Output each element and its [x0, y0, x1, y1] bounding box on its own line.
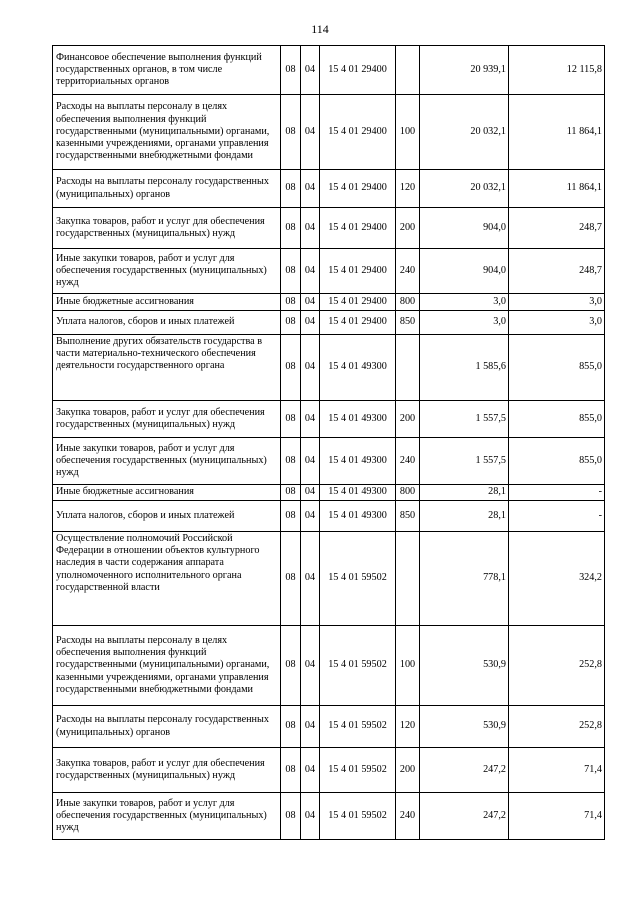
- row-name: Иные закупки товаров, работ и услуг для обеспечения государственных (муниципальных) нужд: [53, 438, 281, 485]
- table-row: [53, 706, 605, 748]
- row-section: 08: [281, 626, 301, 706]
- row-subsection: 04: [301, 793, 320, 840]
- row-expense-type: 240: [396, 438, 420, 485]
- row-subsection: 04: [301, 335, 320, 401]
- row-section: 08: [281, 438, 301, 485]
- row-amount-2: 855,0: [509, 335, 605, 401]
- row-amount-2: 71,4: [509, 748, 605, 793]
- row-name: Закупка товаров, работ и услуг для обеспечения государственных (муниципальных) нужд: [53, 208, 281, 249]
- row-subsection: 04: [301, 294, 320, 311]
- row-amount-2: 252,8: [509, 626, 605, 706]
- row-subsection: 04: [301, 311, 320, 335]
- row-subsection: 04: [301, 485, 320, 501]
- table-row: [53, 95, 605, 170]
- row-expense-type: [396, 335, 420, 401]
- row-amount-2: 3,0: [509, 311, 605, 335]
- row-amount-1: 20 032,1: [420, 95, 509, 170]
- row-target-article: 15 4 01 29400: [320, 170, 396, 208]
- table-row: [53, 294, 605, 311]
- row-expense-type: 100: [396, 95, 420, 170]
- row-amount-2: 12 115,8: [509, 46, 605, 95]
- row-subsection: 04: [301, 626, 320, 706]
- row-amount-2: -: [509, 485, 605, 501]
- row-expense-type: 200: [396, 748, 420, 793]
- row-target-article: 15 4 01 29400: [320, 208, 396, 249]
- row-name: Иные бюджетные ассигнования: [53, 485, 281, 501]
- row-target-article: 15 4 01 29400: [320, 249, 396, 294]
- table-row: [53, 485, 605, 501]
- row-section: 08: [281, 311, 301, 335]
- table-row: [53, 401, 605, 438]
- row-amount-1: 1 585,6: [420, 335, 509, 401]
- row-expense-type: 800: [396, 485, 420, 501]
- row-name: Иные закупки товаров, работ и услуг для обеспечения государственных (муниципальных) нужд: [53, 249, 281, 294]
- table-row: [53, 335, 605, 401]
- row-section: 08: [281, 532, 301, 626]
- row-target-article: 15 4 01 29400: [320, 294, 396, 311]
- row-target-article: 15 4 01 49300: [320, 501, 396, 532]
- row-amount-1: 28,1: [420, 501, 509, 532]
- row-target-article: 15 4 01 59502: [320, 748, 396, 793]
- row-section: 08: [281, 748, 301, 793]
- row-amount-2: 252,8: [509, 706, 605, 748]
- row-name: Закупка товаров, работ и услуг для обеспечения государственных (муниципальных) нужд: [53, 748, 281, 793]
- table-row: [53, 249, 605, 294]
- row-section: 08: [281, 95, 301, 170]
- row-amount-2: 11 864,1: [509, 95, 605, 170]
- row-name: Уплата налогов, сборов и иных платежей: [53, 501, 281, 532]
- row-section: 08: [281, 485, 301, 501]
- row-name: Расходы на выплаты персоналу государственных (муниципальных) органов: [53, 170, 281, 208]
- row-subsection: 04: [301, 501, 320, 532]
- row-section: 08: [281, 170, 301, 208]
- row-subsection: 04: [301, 46, 320, 95]
- row-name: Иные бюджетные ассигнования: [53, 294, 281, 311]
- row-target-article: 15 4 01 59502: [320, 532, 396, 626]
- row-subsection: 04: [301, 170, 320, 208]
- row-section: 08: [281, 208, 301, 249]
- row-amount-2: 71,4: [509, 793, 605, 840]
- row-target-article: 15 4 01 29400: [320, 46, 396, 95]
- row-name: Финансовое обеспечение выполнения функций государственных органов, в том числе территориальных органов: [53, 46, 281, 95]
- row-amount-1: 28,1: [420, 485, 509, 501]
- row-subsection: 04: [301, 532, 320, 626]
- row-section: 08: [281, 501, 301, 532]
- row-amount-1: 3,0: [420, 311, 509, 335]
- row-name: Расходы на выплаты персоналу в целях обеспечения выполнения функций государственными (муниципальными) органами, казенными учреждениями, органами управления государственными внебюджетными фондами: [53, 95, 281, 170]
- row-target-article: 15 4 01 29400: [320, 95, 396, 170]
- row-amount-2: 3,0: [509, 294, 605, 311]
- row-name: Уплата налогов, сборов и иных платежей: [53, 311, 281, 335]
- row-expense-type: 240: [396, 249, 420, 294]
- row-amount-2: 248,7: [509, 249, 605, 294]
- table-row: [53, 501, 605, 532]
- row-amount-2: -: [509, 501, 605, 532]
- table-row: [53, 170, 605, 208]
- row-amount-1: 904,0: [420, 249, 509, 294]
- row-amount-1: 1 557,5: [420, 438, 509, 485]
- table-row: [53, 626, 605, 706]
- page-number: 114: [311, 22, 329, 36]
- row-amount-2: 855,0: [509, 438, 605, 485]
- row-expense-type: 100: [396, 626, 420, 706]
- budget-table: [52, 45, 605, 840]
- row-name: Расходы на выплаты персоналу государственных (муниципальных) органов: [53, 706, 281, 748]
- row-amount-2: 324,2: [509, 532, 605, 626]
- table-row: [53, 793, 605, 840]
- row-subsection: 04: [301, 748, 320, 793]
- row-target-article: 15 4 01 59502: [320, 793, 396, 840]
- row-section: 08: [281, 249, 301, 294]
- row-expense-type: 800: [396, 294, 420, 311]
- row-target-article: 15 4 01 49300: [320, 401, 396, 438]
- row-amount-1: 3,0: [420, 294, 509, 311]
- row-section: 08: [281, 335, 301, 401]
- row-target-article: 15 4 01 49300: [320, 438, 396, 485]
- row-amount-1: 904,0: [420, 208, 509, 249]
- row-amount-1: 530,9: [420, 706, 509, 748]
- row-amount-1: 20 032,1: [420, 170, 509, 208]
- row-subsection: 04: [301, 208, 320, 249]
- row-expense-type: 120: [396, 170, 420, 208]
- row-subsection: 04: [301, 249, 320, 294]
- row-subsection: 04: [301, 706, 320, 748]
- row-expense-type: 240: [396, 793, 420, 840]
- row-amount-2: 11 864,1: [509, 170, 605, 208]
- row-subsection: 04: [301, 95, 320, 170]
- row-target-article: 15 4 01 59502: [320, 626, 396, 706]
- row-section: 08: [281, 294, 301, 311]
- row-name: Расходы на выплаты персоналу в целях обеспечения выполнения функций государственными (муниципальными) органами, казенными учреждениями, органами управления государственными внебюджетными фондами: [53, 626, 281, 706]
- row-expense-type: 200: [396, 401, 420, 438]
- row-section: 08: [281, 401, 301, 438]
- row-expense-type: 120: [396, 706, 420, 748]
- row-expense-type: 850: [396, 311, 420, 335]
- row-expense-type: 200: [396, 208, 420, 249]
- table-row: [53, 532, 605, 626]
- table-row: [53, 46, 605, 95]
- table-row: [53, 208, 605, 249]
- row-amount-1: 778,1: [420, 532, 509, 626]
- table-row: [53, 748, 605, 793]
- row-expense-type: [396, 532, 420, 626]
- row-subsection: 04: [301, 401, 320, 438]
- row-amount-1: 20 939,1: [420, 46, 509, 95]
- row-name: Закупка товаров, работ и услуг для обеспечения государственных (муниципальных) нужд: [53, 401, 281, 438]
- row-amount-1: 247,2: [420, 793, 509, 840]
- row-amount-1: 1 557,5: [420, 401, 509, 438]
- row-target-article: 15 4 01 49300: [320, 335, 396, 401]
- row-subsection: 04: [301, 438, 320, 485]
- row-expense-type: 850: [396, 501, 420, 532]
- row-target-article: 15 4 01 49300: [320, 485, 396, 501]
- row-amount-1: 530,9: [420, 626, 509, 706]
- row-amount-2: 855,0: [509, 401, 605, 438]
- row-section: 08: [281, 793, 301, 840]
- row-section: 08: [281, 46, 301, 95]
- row-amount-1: 247,2: [420, 748, 509, 793]
- row-expense-type: [396, 46, 420, 95]
- row-amount-2: 248,7: [509, 208, 605, 249]
- row-section: 08: [281, 706, 301, 748]
- row-name: Выполнение других обязательств государства в части материально-технического обеспечения деятельности государственного органа: [53, 335, 281, 401]
- row-target-article: 15 4 01 59502: [320, 706, 396, 748]
- row-name: Осуществление полномочий Российской Федерации в отношении объектов культурного наследия в части содержания аппарата уполномоченного исполнительного органа государственной власти: [53, 532, 281, 626]
- table-row: [53, 311, 605, 335]
- table-row: [53, 438, 605, 485]
- row-name: Иные закупки товаров, работ и услуг для обеспечения государственных (муниципальных) нужд: [53, 793, 281, 840]
- row-target-article: 15 4 01 29400: [320, 311, 396, 335]
